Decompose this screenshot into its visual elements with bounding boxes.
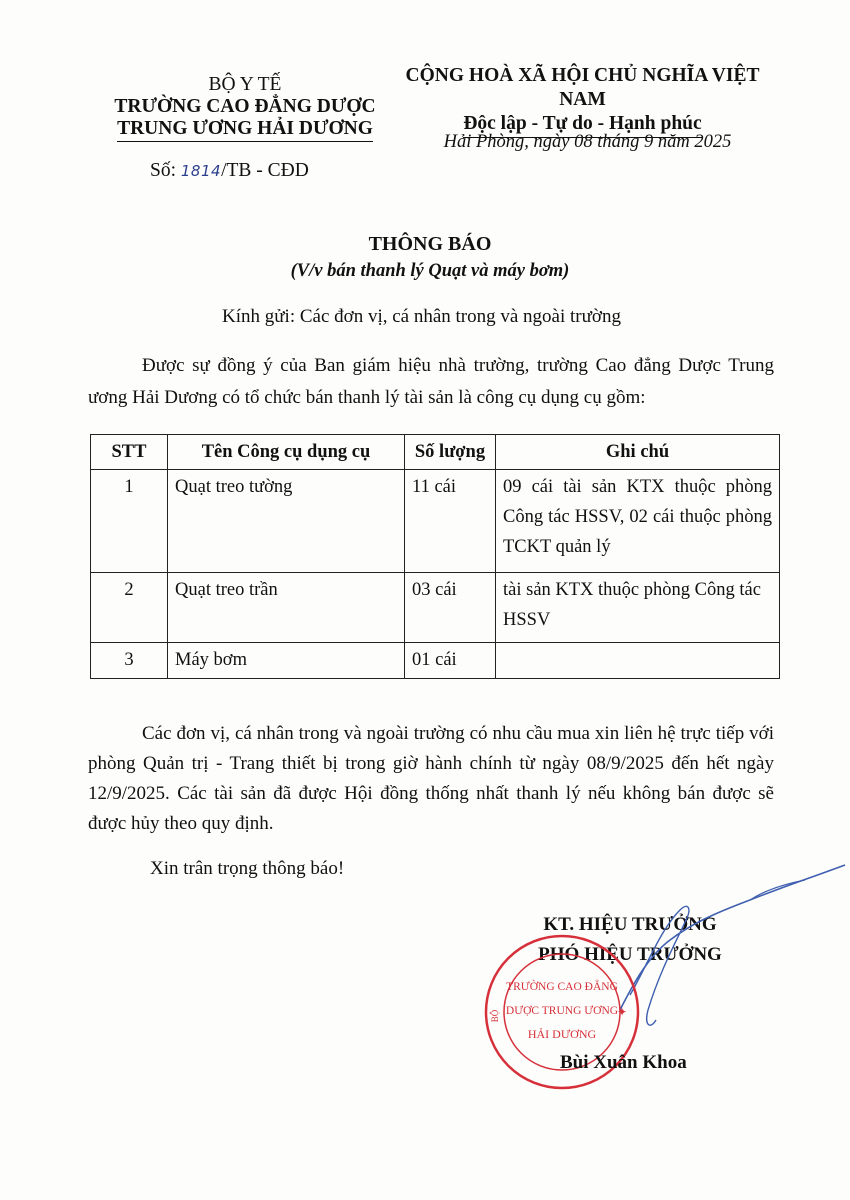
school-name-line2: TRUNG ƯƠNG HẢI DƯƠNG <box>117 118 373 142</box>
cell-note: 09 cái tài sản KTX thuộc phòng Công tác HSSV, 02 cái thuộc phòng TCKT quản lý <box>496 470 780 573</box>
cell-name: Quạt treo trần <box>168 573 405 643</box>
closing-line: Xin trân trọng thông báo! <box>150 858 345 879</box>
seal-side-text: BỘ <box>490 1009 500 1023</box>
seal-text-line1: TRƯỜNG CAO ĐẲNG <box>506 981 618 993</box>
table-row <box>91 573 780 643</box>
national-motto: Độc lập - Tự do - Hạnh phúc <box>463 112 701 138</box>
header-note: Ghi chú <box>496 435 780 470</box>
contact-paragraph: Các đơn vị, cá nhân trong và ngoài trường có nhu cầu mua xin liên hệ trực tiếp với phòng Quản trị - Trang thiết bị trong giờ hành chính từ ngày 08/9/2025 đến hết ngày 12/9/2025. Các tài sản đã được Hội đồng thống nhất thanh lý nếu không bán được sẽ được hủy theo quy định. <box>88 723 774 834</box>
cell-stt: 3 <box>91 643 168 679</box>
ministry-name: BỘ Y TẾ <box>208 74 282 95</box>
cell-qty: 11 cái <box>405 470 496 573</box>
table-row <box>91 470 780 573</box>
signer-name: Bùi Xuân Khoa <box>560 1052 687 1073</box>
cell-note: tài sản KTX thuộc phòng Công tác HSSV <box>496 573 780 643</box>
seal-text-line3: HẢI DƯƠNG <box>527 1027 597 1041</box>
cell-stt: 1 <box>91 470 168 573</box>
header-tool-name: Tên Công cụ dụng cụ <box>168 435 405 470</box>
notice-title: THÔNG BÁO <box>368 233 492 255</box>
seal-text-line2: DƯỢC TRUNG ƯƠNG <box>505 1005 619 1017</box>
school-name-line1: TRƯỜNG CAO ĐẲNG DƯỢC <box>114 96 376 117</box>
seal-star-icon: ✦ <box>616 1005 628 1019</box>
asset-table <box>90 434 780 679</box>
table-row <box>91 643 780 679</box>
table-header-row <box>91 435 780 470</box>
doc-number-prefix: Số: <box>150 160 181 181</box>
cell-qty: 03 cái <box>405 573 496 643</box>
header-quantity: Số lượng <box>405 435 496 470</box>
nation-name: CỘNG HOÀ XÃ HỘI CHỦ NGHĨA VIỆT NAM <box>405 65 760 110</box>
doc-number-handwritten: 1814 <box>180 162 222 180</box>
doc-number-suffix: /TB - CĐD <box>221 160 309 181</box>
cell-name: Quạt treo tường <box>168 470 405 573</box>
national-header <box>385 64 780 138</box>
date-line: Hải Phòng, ngày 08 tháng 9 năm 2025 <box>443 132 732 152</box>
cell-qty: 01 cái <box>405 643 496 679</box>
cell-name: Máy bơm <box>168 643 405 679</box>
issuer-block <box>110 74 380 142</box>
cell-stt: 2 <box>91 573 168 643</box>
header-stt: STT <box>91 435 168 470</box>
greeting-line: Kính gửi: Các đơn vị, cá nhân trong và ngoài trường <box>222 306 621 327</box>
notice-subtitle: (V/v bán thanh lý Quạt và máy bơm) <box>290 261 570 281</box>
intro-paragraph: Được sự đồng ý của Ban giám hiệu nhà trường, trường Cao đẳng Dược Trung ương Hải Dương có tổ chức bán thanh lý tài sản là công cụ dụng cụ gồm: <box>88 355 774 408</box>
document-number <box>150 160 309 182</box>
cell-note <box>496 643 780 679</box>
signature-title-line2: PHÓ HIỆU TRƯỞNG <box>538 944 722 965</box>
signature-title-line1: KT. HIỆU TRƯỞNG <box>543 914 717 935</box>
